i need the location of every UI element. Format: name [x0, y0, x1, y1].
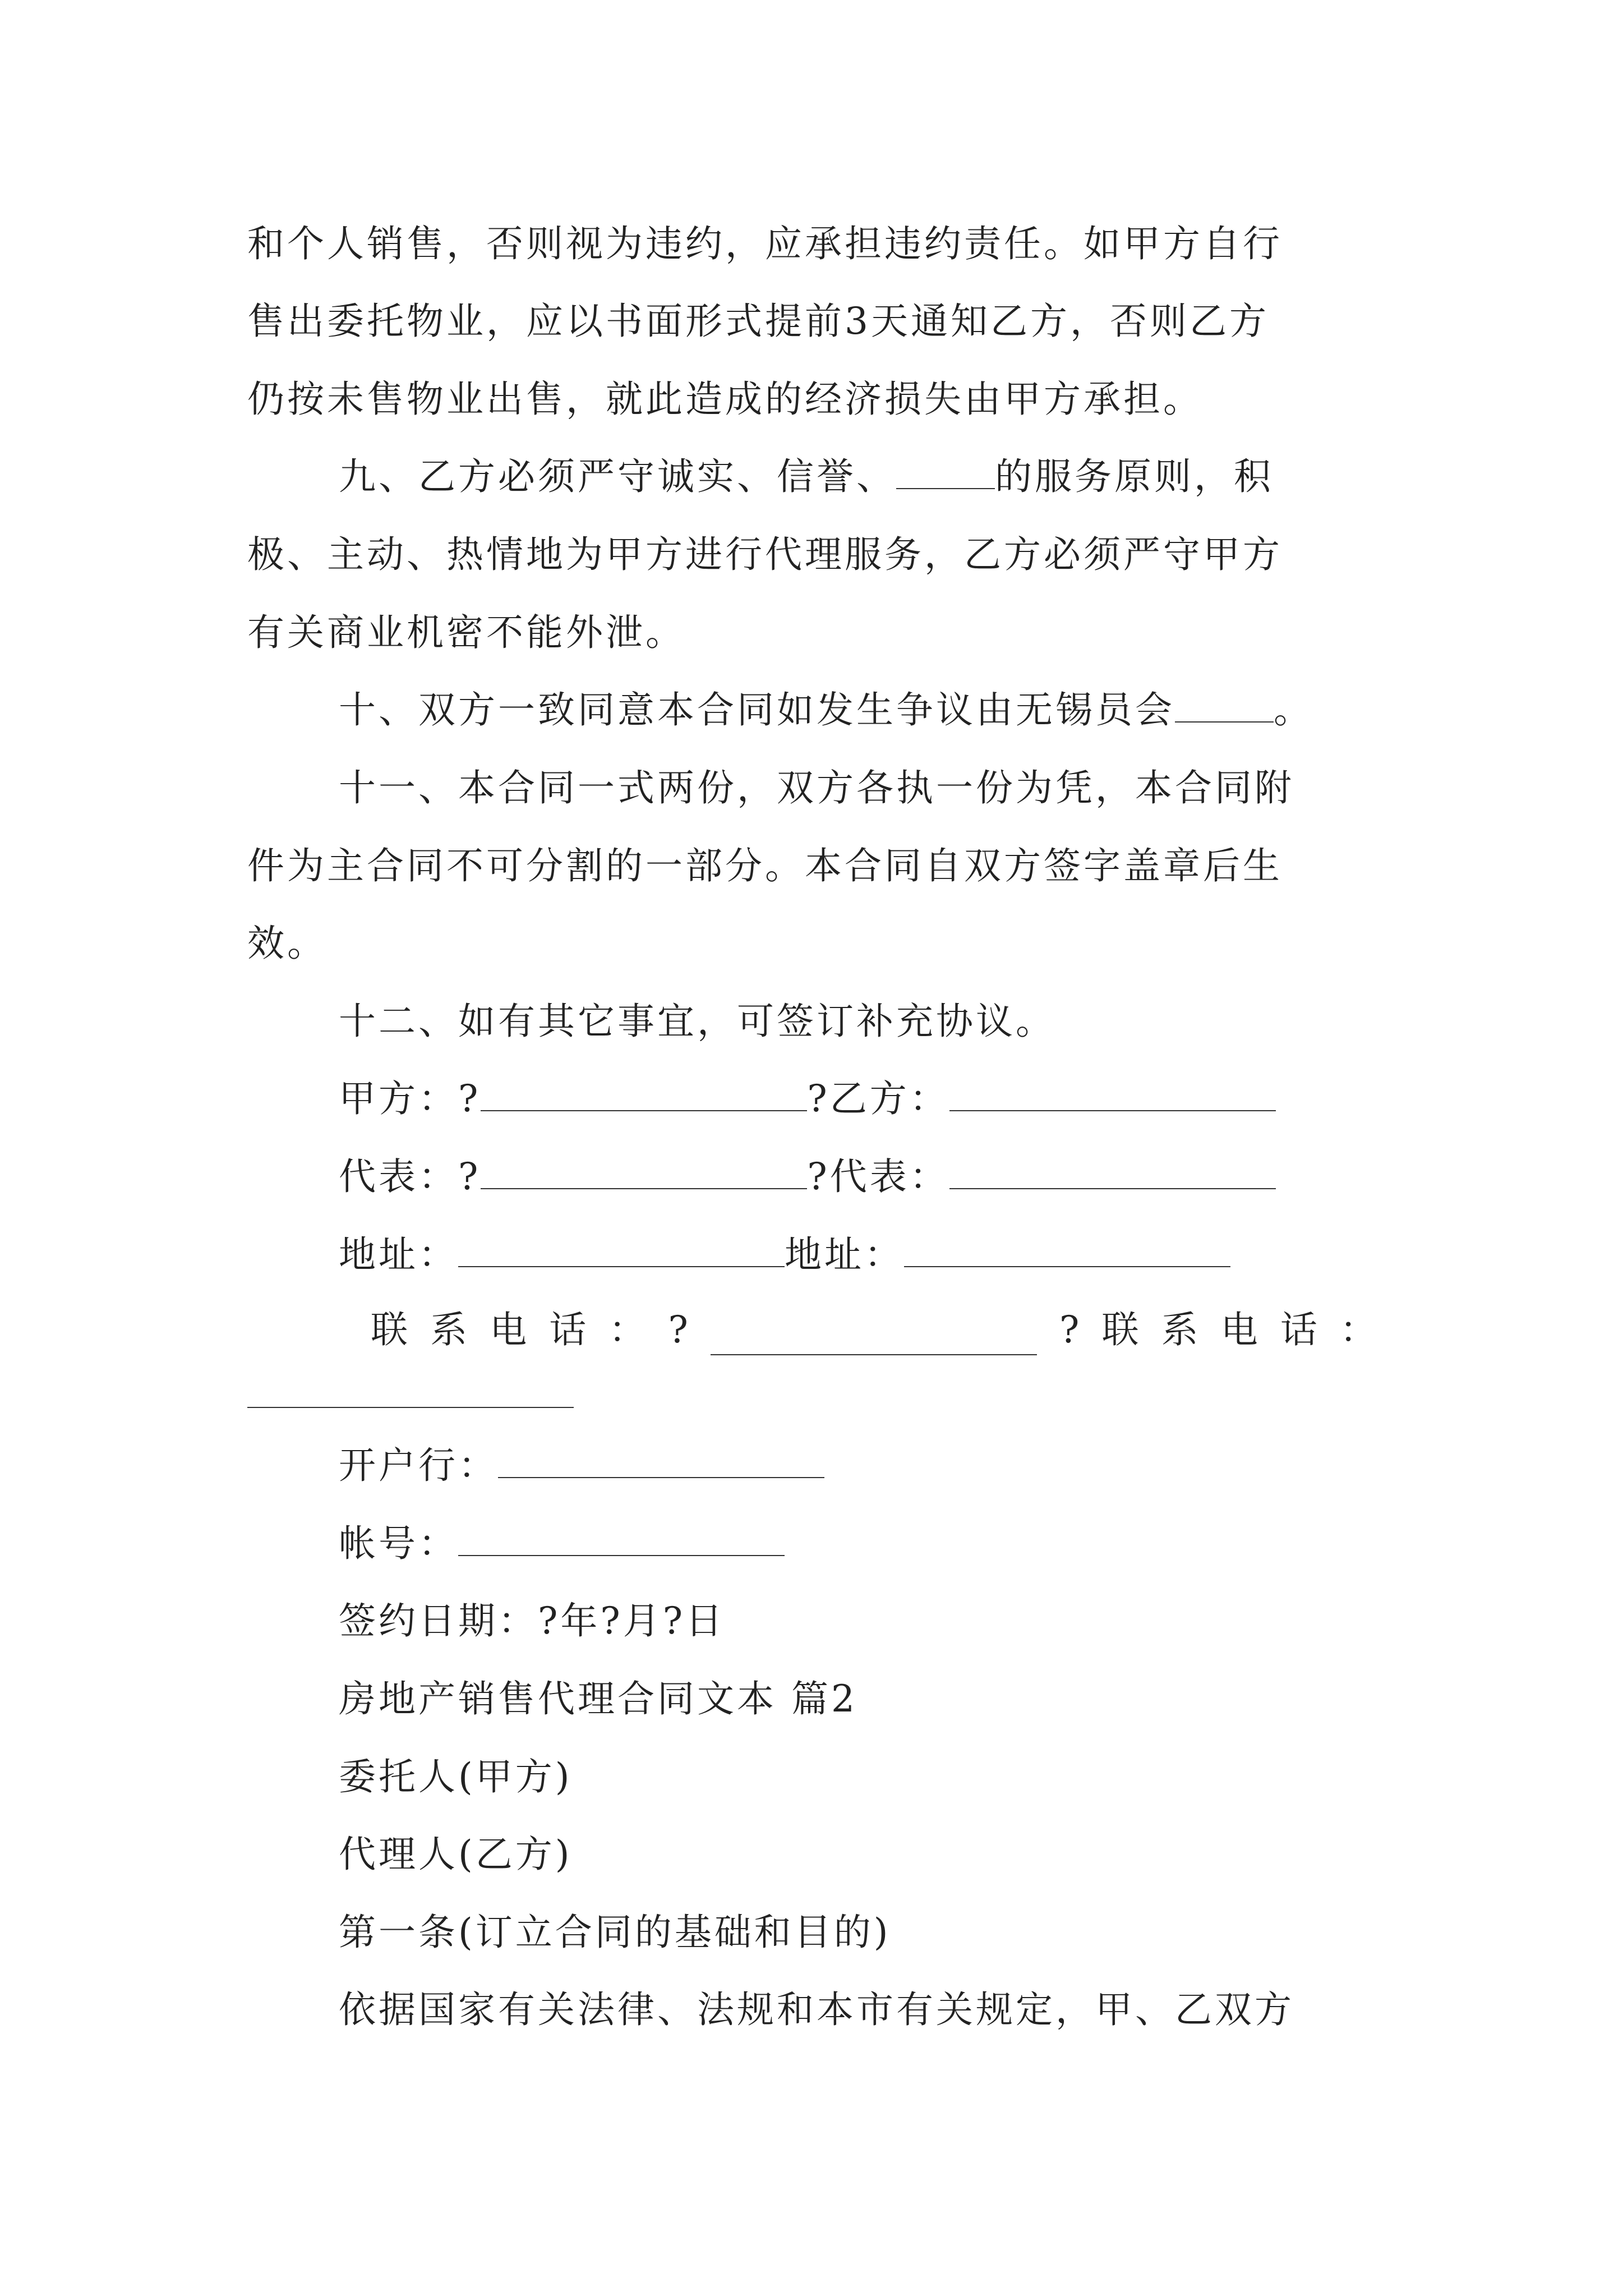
party-b-field — [949, 1075, 1276, 1111]
article-text: 依据国家有关法律、法规和本市有关规定，甲、乙双方 — [339, 1988, 1294, 2031]
clause-9-text: 九、乙方必须严守诚实、信誉、 — [339, 455, 896, 498]
paragraph-line: 和个人销售，否则视为违约，应承担违约责任。如甲方自行 — [247, 222, 1283, 265]
phone-char: 联 — [1101, 1308, 1139, 1351]
phone-char: 系 — [430, 1308, 468, 1351]
phone-char: 电 — [1220, 1308, 1258, 1351]
phone-char: 系 — [1161, 1308, 1198, 1351]
phone-char: ： — [608, 1308, 646, 1351]
representative-row — [339, 1152, 1276, 1202]
party-b-label: ?乙方： — [807, 1077, 949, 1120]
clause-10-line — [339, 685, 1313, 735]
paragraph-line: 效。 — [247, 922, 327, 965]
addr-b-field — [904, 1231, 1230, 1267]
phone-char: ? — [668, 1308, 688, 1351]
clause-9-text-tail: 的服务原则，积 — [995, 455, 1274, 498]
bank-row — [339, 1441, 824, 1491]
rep-a-field — [481, 1153, 807, 1189]
party-a-label: 甲方：? — [339, 1077, 481, 1120]
phone-char: 电 — [490, 1308, 527, 1351]
account-field — [458, 1520, 785, 1556]
rep-a-label: 代表：? — [339, 1155, 481, 1198]
bank-field — [498, 1442, 824, 1478]
sign-date: 签约日期：?年?月?日 — [339, 1599, 726, 1642]
phone-char: ： — [1339, 1308, 1377, 1351]
phone-char: 话 — [1280, 1308, 1317, 1351]
account-row — [339, 1519, 785, 1569]
phone-char: 话 — [549, 1308, 587, 1351]
paragraph-line: 售出委托物业，应以书面形式提前3天通知乙方，否则乙方 — [247, 300, 1269, 343]
party-row — [339, 1074, 1276, 1124]
phone-char: 联 — [371, 1308, 408, 1351]
clause-10-period: 。 — [1274, 688, 1313, 731]
principal-line: 委托人(甲方) — [339, 1755, 573, 1798]
rep-b-label: ?代表： — [807, 1155, 949, 1198]
phone-a-field — [711, 1319, 1037, 1355]
blank-underline — [896, 453, 995, 489]
clause-11-line: 十一、本合同一式两份，双方各执一份为凭，本合同附 — [339, 766, 1294, 809]
paragraph-line: 仍按未售物业出售，就此造成的经济损失由甲方承担。 — [247, 378, 1203, 421]
addr-b-label: 地址： — [785, 1233, 904, 1276]
rep-b-field — [949, 1153, 1276, 1189]
account-label: 帐号： — [339, 1522, 458, 1565]
addr-a-field — [458, 1231, 785, 1267]
clause-12-line: 十二、如有其它事宜，可签订补充协议。 — [339, 1000, 1055, 1043]
phone-b-field — [247, 1407, 574, 1408]
party-a-field — [481, 1075, 807, 1111]
clause-9-line — [339, 452, 1274, 502]
phone-char: ? — [1059, 1308, 1080, 1351]
addr-a-label: 地址： — [339, 1233, 458, 1276]
clause-10-text: 十、双方一致同意本合同如发生争议由无锡员会 — [339, 688, 1175, 731]
paragraph-line: 件为主合同不可分割的一部分。本合同自双方签字盖章后生 — [247, 844, 1283, 887]
blank-underline — [1175, 687, 1274, 723]
article-heading: 第一条(订立合同的基础和目的) — [339, 1911, 891, 1954]
address-row — [339, 1230, 1230, 1280]
section-title: 房地产销售代理合同文本 篇2 — [339, 1677, 857, 1720]
agent-line: 代理人(乙方) — [339, 1833, 573, 1876]
paragraph-line: 有关商业机密不能外泄。 — [247, 611, 685, 654]
phone-row — [371, 1305, 1377, 1355]
bank-label: 开户行： — [339, 1444, 498, 1487]
paragraph-line: 极、主动、热情地为甲方进行代理服务，乙方必须严守甲方 — [247, 533, 1283, 576]
